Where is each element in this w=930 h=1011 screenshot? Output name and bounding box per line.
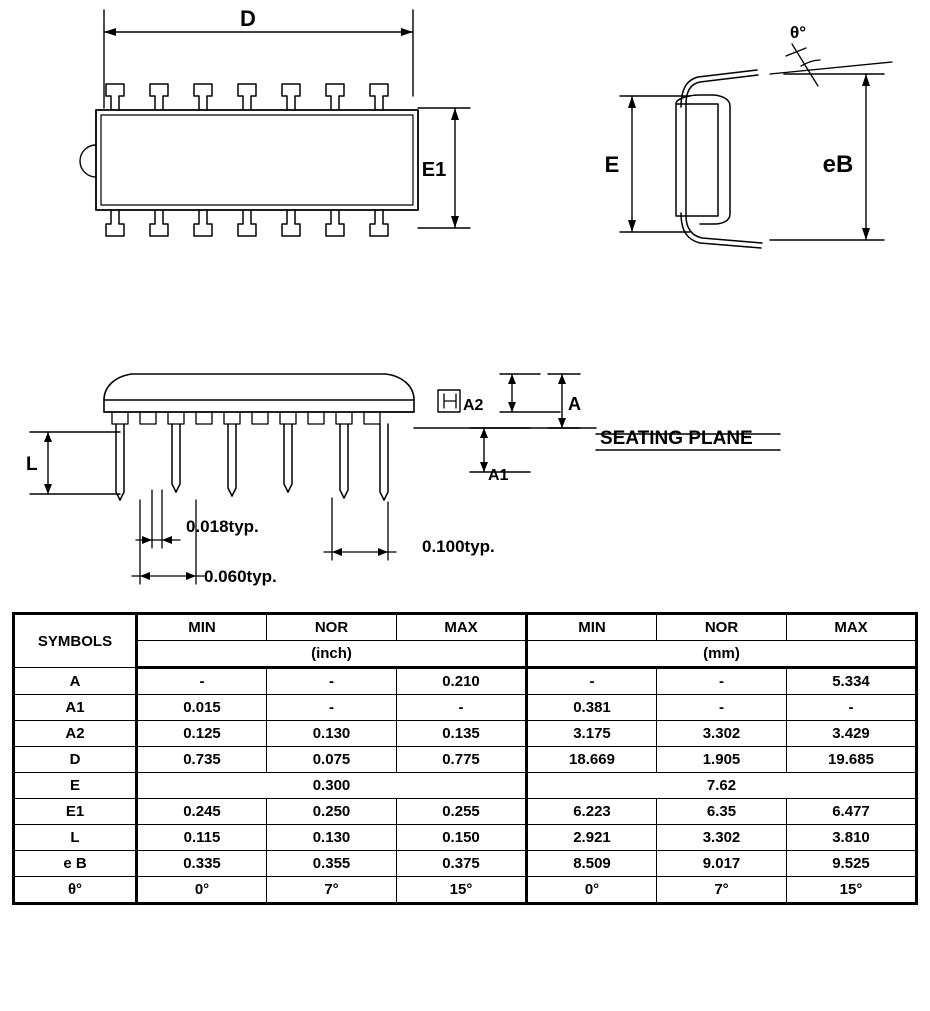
row-mm-value: 6.35 — [657, 799, 787, 825]
table-row — [14, 695, 917, 721]
row-mm-value: 6.223 — [527, 799, 657, 825]
row-symbol: A — [14, 668, 137, 695]
table-row — [14, 851, 917, 877]
row-mm-value: 9.017 — [657, 851, 787, 877]
row-inch-value: 0.075 — [267, 747, 397, 773]
label-E: E — [604, 152, 620, 177]
header-symbols: SYMBOLS — [14, 614, 137, 668]
label-theta: θ° — [790, 23, 806, 42]
dim-pin-width — [136, 490, 180, 548]
row-inch-value: 0.355 — [267, 851, 397, 877]
header-nor-mm: NOR — [657, 614, 787, 641]
label-A1: A1 — [488, 467, 509, 484]
row-inch-value: 0.250 — [267, 799, 397, 825]
label-pin-pitch: 0.100typ. — [422, 537, 495, 556]
label-A: A — [568, 394, 581, 414]
dim-A2 — [500, 374, 560, 412]
row-mm-nor: 7.62 — [527, 773, 917, 799]
row-inch-value: 0.335 — [137, 851, 267, 877]
row-inch-value: - — [137, 668, 267, 695]
row-mm-value: 0.381 — [527, 695, 657, 721]
row-mm-value: - — [657, 695, 787, 721]
row-inch-value: 0.245 — [137, 799, 267, 825]
row-inch-value: 0.210 — [397, 668, 527, 695]
header-max-inch: MAX — [397, 614, 527, 641]
header-nor-inch: NOR — [267, 614, 397, 641]
row-mm-value: 5.334 — [787, 668, 917, 695]
row-symbol: e B — [14, 851, 137, 877]
label-L: L — [26, 454, 38, 475]
row-inch-value: 0.735 — [137, 747, 267, 773]
row-symbol: A2 — [14, 721, 137, 747]
row-mm-value: 18.669 — [527, 747, 657, 773]
label-eB: eB — [822, 151, 854, 178]
row-symbol: E — [14, 773, 137, 799]
table-row — [14, 825, 917, 851]
row-inch-value: 0.255 — [397, 799, 527, 825]
unit-inch: (inch) — [137, 641, 527, 668]
header-min-mm: MIN — [527, 614, 657, 641]
row-mm-value: 3.302 — [657, 825, 787, 851]
row-inch-value: - — [267, 668, 397, 695]
dim-E — [620, 96, 690, 232]
row-inch-value: 0.125 — [137, 721, 267, 747]
dimension-table-wrapper — [12, 612, 918, 905]
row-mm-value: 3.810 — [787, 825, 917, 851]
dimension-table — [12, 612, 918, 905]
row-inch-value: 0.375 — [397, 851, 527, 877]
row-mm-value: 19.685 — [787, 747, 917, 773]
row-mm-value: 6.477 — [787, 799, 917, 825]
table-row — [14, 668, 917, 695]
row-mm-value: 9.525 — [787, 851, 917, 877]
table-row — [14, 721, 917, 747]
label-D: D — [240, 6, 256, 31]
row-mm-value: - — [527, 668, 657, 695]
row-inch-value: 0° — [137, 877, 267, 904]
row-mm-value: 8.509 — [527, 851, 657, 877]
row-inch-nor: 0.300 — [137, 773, 527, 799]
row-mm-value: - — [787, 695, 917, 721]
row-inch-value: 15° — [397, 877, 527, 904]
row-symbol: A1 — [14, 695, 137, 721]
label-seating-plane: SEATING PLANE — [600, 428, 753, 449]
dim-L — [30, 432, 120, 494]
label-A2: A2 — [463, 397, 484, 414]
row-mm-value: 1.905 — [657, 747, 787, 773]
row-mm-value: 15° — [787, 877, 917, 904]
table-row — [14, 799, 917, 825]
row-symbol: θ° — [14, 877, 137, 904]
row-inch-value: 0.015 — [137, 695, 267, 721]
row-mm-value: 2.921 — [527, 825, 657, 851]
row-mm-value: 7° — [657, 877, 787, 904]
table-header-row — [14, 614, 917, 641]
table-row — [14, 747, 917, 773]
row-inch-value: 0.115 — [137, 825, 267, 851]
table-unit-row — [14, 641, 917, 668]
row-symbol: L — [14, 825, 137, 851]
row-symbol: E1 — [14, 799, 137, 825]
row-inch-value: 0.135 — [397, 721, 527, 747]
dim-A1 — [470, 428, 530, 472]
header-min-inch: MIN — [137, 614, 267, 641]
row-mm-value: 3.429 — [787, 721, 917, 747]
row-inch-value: 0.775 — [397, 747, 527, 773]
dim-pin-pitch — [324, 498, 396, 560]
row-mm-value: - — [657, 668, 787, 695]
row-mm-value: 0° — [527, 877, 657, 904]
header-max-mm: MAX — [787, 614, 917, 641]
row-inch-value: 0.130 — [267, 825, 397, 851]
label-row-offset: 0.060typ. — [204, 567, 277, 586]
table-row — [14, 877, 917, 904]
row-mm-value: 3.175 — [527, 721, 657, 747]
row-inch-value: - — [267, 695, 397, 721]
row-inch-value: - — [397, 695, 527, 721]
row-symbol: D — [14, 747, 137, 773]
row-inch-value: 0.150 — [397, 825, 527, 851]
row-mm-value: 3.302 — [657, 721, 787, 747]
row-inch-value: 0.130 — [267, 721, 397, 747]
row-inch-value: 7° — [267, 877, 397, 904]
unit-mm: (mm) — [527, 641, 917, 668]
table-row — [14, 773, 917, 799]
label-pin-width: 0.018typ. — [186, 517, 259, 536]
label-E1: E1 — [421, 159, 447, 181]
datum-H-symbol — [438, 390, 460, 412]
